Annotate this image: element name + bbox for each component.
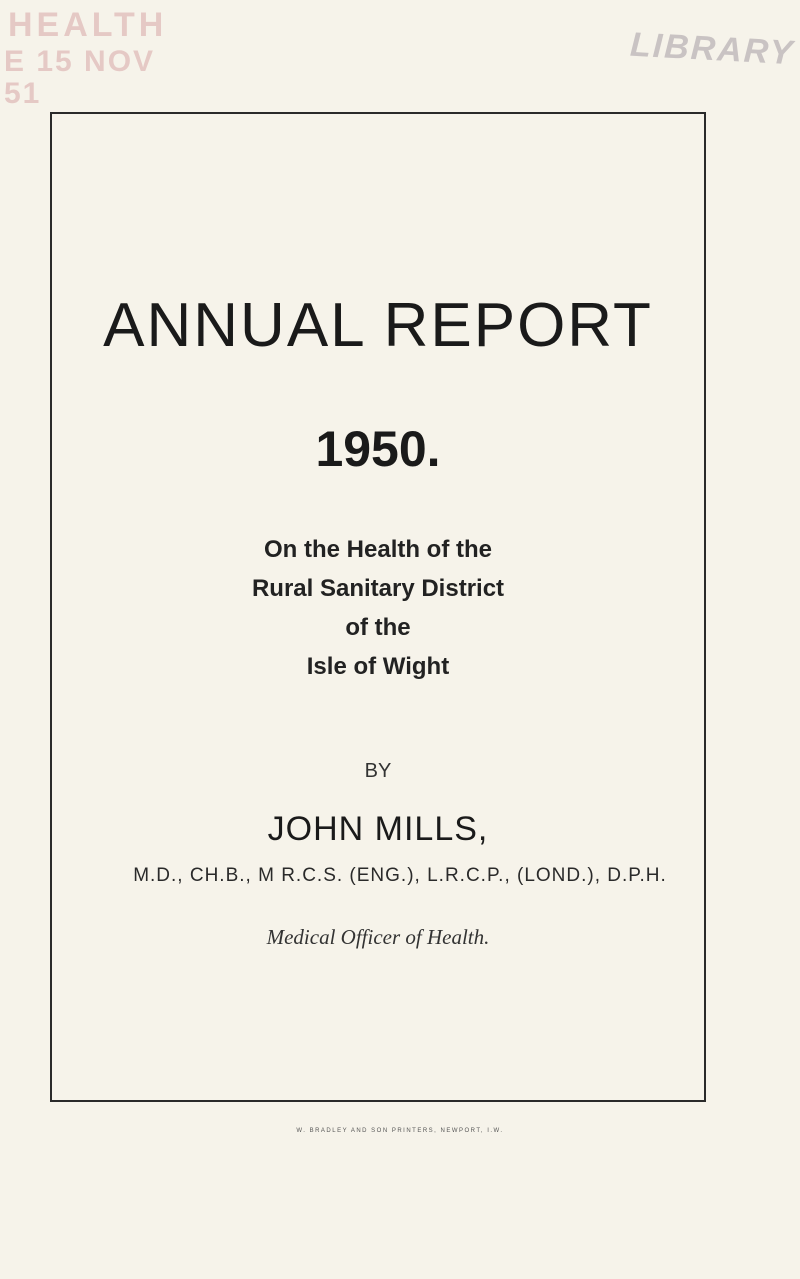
author-role: Medical Officer of Health. xyxy=(266,925,490,949)
report-subtitle xyxy=(50,530,706,686)
report-title: ANNUAL REPORT xyxy=(103,291,653,360)
author-name: JOHN MILLS, xyxy=(267,810,489,848)
report-year: 1950. xyxy=(315,421,441,477)
subtitle-line: of the xyxy=(345,614,411,641)
received-stamp xyxy=(0,0,180,110)
by-label: BY xyxy=(364,760,392,782)
author-qualifications: M.D., CH.B., M R.C.S. (ENG.), L.R.C.P., (LOND.), D.P.H. xyxy=(133,865,667,886)
stamp-line-2: E 15 NOV 51 xyxy=(4,45,156,110)
printer-imprint: W. BRADLEY AND SON PRINTERS, NEWPORT, I.W. xyxy=(296,1128,504,1134)
library-stamp: LIBRARY xyxy=(628,25,795,73)
subtitle-line: Isle of Wight xyxy=(306,653,450,680)
subtitle-line: Rural Sanitary District xyxy=(251,575,505,602)
stamp-line-1: HEALTH xyxy=(8,6,168,44)
subtitle-line: On the Health of the xyxy=(264,536,492,563)
